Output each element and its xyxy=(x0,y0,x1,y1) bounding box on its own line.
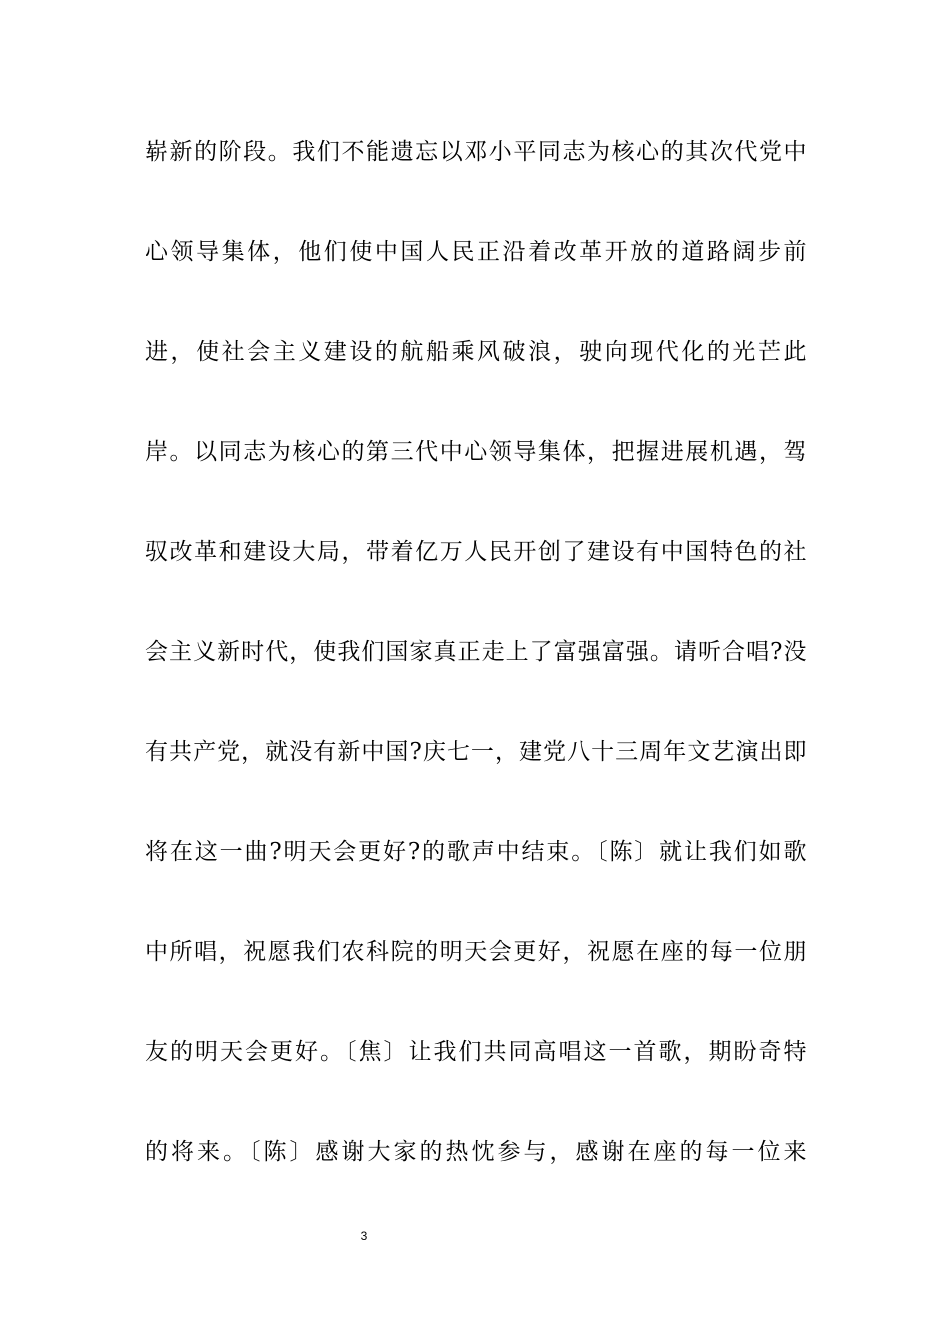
text-line-7: 有共产党，就没有新中国?庆七一，建党八十三周年文艺演出即 xyxy=(145,739,807,765)
body-text xyxy=(145,128,807,1228)
text-line-9: 中所唱，祝愿我们农科院的明天会更好，祝愿在座的每一位朋 xyxy=(145,939,807,965)
text-line-11: 的将来。〔陈〕感谢大家的热忱参与，感谢在座的每一位来 xyxy=(145,1139,807,1165)
text-line-10: 友的明天会更好。〔焦〕让我们共同高唱这一首歌，期盼奇特 xyxy=(145,1039,807,1065)
text-line-3: 进，使社会主义建设的航船乘风破浪，驶向现代化的光芒此 xyxy=(145,339,807,365)
text-line-4: 岸。以同志为核心的第三代中心领导集体，把握进展机遇，驾 xyxy=(145,439,807,465)
page-number: 3 xyxy=(360,1229,368,1243)
text-line-2: 心领导集体，他们使中国人民正沿着改革开放的道路阔步前 xyxy=(145,239,807,265)
text-line-6: 会主义新时代，使我们国家真正走上了富强富强。请听合唱?没 xyxy=(145,639,807,665)
text-line-1: 崭新的阶段。我们不能遗忘以邓小平同志为核心的其次代党中 xyxy=(145,139,807,165)
text-line-5: 驭改革和建设大局，带着亿万人民开创了建设有中国特色的社 xyxy=(145,539,807,565)
text-line-8: 将在这一曲?明天会更好?的歌声中结束。〔陈〕就让我们如歌 xyxy=(145,839,807,865)
